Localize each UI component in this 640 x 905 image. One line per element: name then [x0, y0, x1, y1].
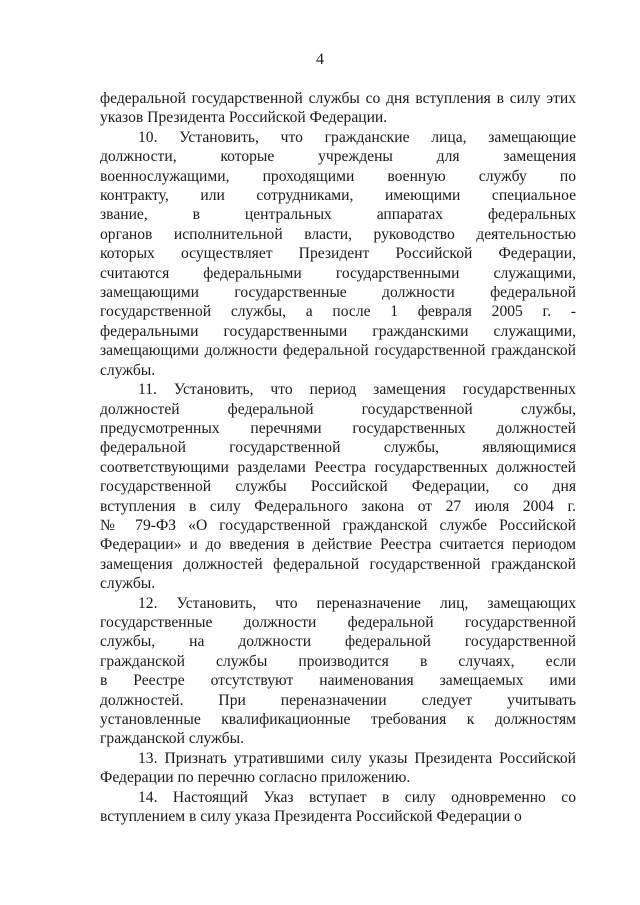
text-line: вступления в силу Федерального закона от 27 июля 2004 г.	[100, 497, 576, 515]
text-line: Федерации по перечню согласно приложению.	[100, 769, 411, 787]
text-line: государственные должности федеральной государственной	[100, 613, 576, 631]
text-line: установленные квалификационные требования к должностям	[100, 711, 576, 728]
text-line: 10. Установить, что гражданские лица, замещающие	[138, 128, 576, 146]
text-line: военнослужащими, проходящими военную службу по	[100, 167, 576, 185]
paragraph	[100, 749, 576, 788]
text-line: соответствующими разделами Реестра государственных должностей	[100, 458, 576, 476]
paragraph	[100, 380, 576, 593]
text-line: указов Президента Российской Федерации.	[100, 109, 388, 127]
text-line: замещающими государственные должности федеральной	[100, 284, 576, 302]
text-line: службы.	[100, 575, 156, 593]
text-line: в Реестре отсутствуют наименования замещаемых ими	[100, 672, 576, 690]
text-line: замещения должностей федеральной государственной гражданской	[100, 555, 576, 573]
text-line: гражданской службы.	[100, 730, 245, 748]
text-line: государственной службы Российской Федерации, со дня	[100, 478, 576, 496]
text-line: 13. Признать утратившими силу указы Президента Российской	[138, 749, 576, 767]
text-line: замещающими должности федеральной государственной гражданской	[100, 342, 576, 360]
text-line: органов исполнительной власти, руководство деятельностью	[100, 225, 576, 243]
text-line: предусмотренных перечнями государственных должностей	[100, 419, 576, 437]
text-line: считаются федеральными государственными служащими,	[100, 264, 576, 282]
text-line: федеральными государственными гражданскими служащими,	[100, 322, 576, 340]
document-body	[100, 89, 576, 826]
text-line: должностей федеральной государственной службы,	[100, 400, 576, 418]
paragraph	[100, 89, 576, 128]
text-line: должности, которые учреждены для замещения	[100, 148, 576, 166]
text-line: федеральной государственной службы со дня вступления в силу этих	[100, 90, 576, 107]
page-number: 4	[316, 51, 324, 68]
paragraph	[100, 128, 576, 380]
paragraph	[100, 788, 576, 827]
text-line: 12. Установить, что переназначение лиц, замещающих	[138, 594, 576, 612]
text-line: государственной службы, а после 1 февраля 2005 г. -	[100, 303, 576, 321]
text-line: контракту, или сотрудниками, имеющими специальное	[100, 187, 576, 205]
text-line: службы.	[100, 361, 156, 379]
paragraph	[100, 594, 576, 749]
text-line: № 79-ФЗ «О государственной гражданской службе Российской	[100, 516, 576, 534]
text-line: службы, на должности федеральной государственной	[100, 633, 576, 651]
text-line: федеральной государственной службы, являющимися	[100, 439, 576, 457]
text-line: звание, в центральных аппаратах федеральных	[100, 206, 576, 224]
text-line: которых осуществляет Президент Российской Федерации,	[100, 245, 576, 263]
text-line: вступлением в силу указа Президента Российской Федерации о	[100, 808, 522, 826]
text-line: гражданской службы производится в случаях, если	[100, 652, 576, 670]
text-line: 11. Установить, что период замещения государственных	[138, 381, 576, 399]
text-line: Федерации» и до введения в действие Реестра считается периодом	[100, 536, 576, 554]
text-line: должностей. При переназначении следует учитывать	[100, 691, 576, 709]
text-line: 14. Настоящий Указ вступает в силу одновременно со	[138, 788, 576, 806]
